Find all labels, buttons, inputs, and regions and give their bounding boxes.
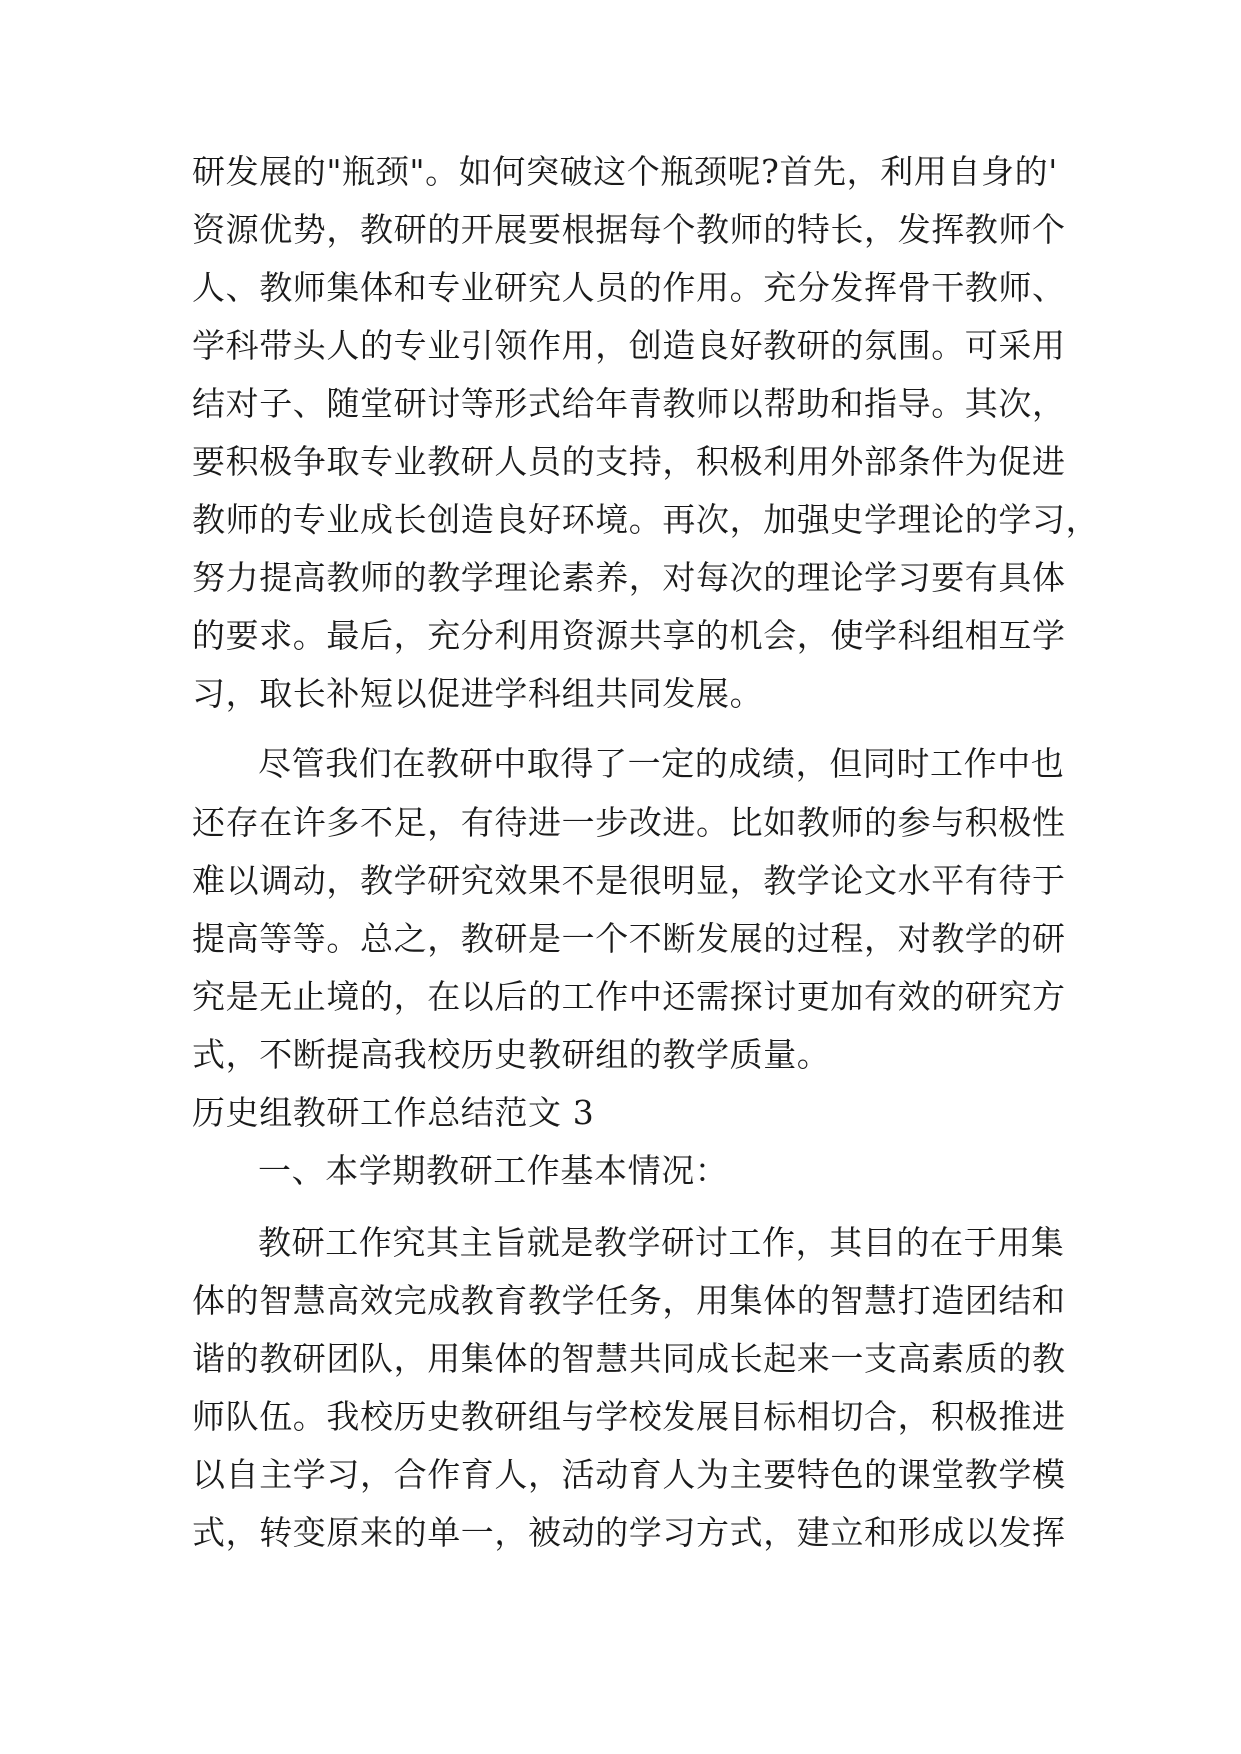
text-line: 学科带头人的专业引领作用，创造良好教研的氛围。可采用 <box>192 326 1066 365</box>
text-line: 结对子、随堂研讨等形式给年青教师以帮助和指导。其次， <box>192 384 1066 423</box>
section-heading: 历史组教研工作总结范文 3 <box>192 1093 595 1132</box>
text-line: 习，取长补短以促进学科组共同发展。 <box>192 674 764 713</box>
subsection-heading: 一、本学期教研工作基本情况： <box>258 1151 729 1190</box>
text-line: 还存在许多不足，有待进一步改进。比如教师的参与积极性 <box>192 803 1066 842</box>
text-line: 资源优势，教研的开展要根据每个教师的特长，发挥教师个 <box>192 210 1066 249</box>
text-line: 的要求。最后，充分利用资源共享的机会，使学科组相互学 <box>192 616 1066 655</box>
text-line: 提高等等。总之，教研是一个不断发展的过程，对教学的研 <box>192 919 1066 958</box>
text-line: 以自主学习，合作育人，活动育人为主要特色的课堂教学模 <box>192 1455 1066 1494</box>
text-line: 师队伍。我校历史教研组与学校发展目标相切合，积极推进 <box>192 1397 1066 1436</box>
text-line: 式，不断提高我校历史教研组的教学质量。 <box>192 1035 831 1074</box>
text-line: 教师的专业成长创造良好环境。再次，加强史学理论的学习， <box>192 500 1100 539</box>
text-line: 研发展的"瓶颈"。如何突破这个瓶颈呢?首先，利用自身的' <box>192 152 1058 191</box>
text-line: 式，转变原来的单一，被动的学习方式，建立和形成以发挥 <box>192 1513 1066 1552</box>
text-line: 努力提高教师的教学理论素养，对每次的理论学习要有具体 <box>192 558 1066 597</box>
text-line: 人、教师集体和专业研究人员的作用。充分发挥骨干教师、 <box>192 268 1066 307</box>
text-line: 难以调动，教学研究效果不是很明显，教学论文水平有待于 <box>192 861 1066 900</box>
text-line: 要积极争取专业教研人员的支持，积极利用外部条件为促进 <box>192 442 1066 481</box>
paragraph-first-line: 教研工作究其主旨就是教学研讨工作，其目的在于用集 <box>258 1223 1065 1262</box>
text-line: 谐的教研团队，用集体的智慧共同成长起来一支高素质的教 <box>192 1339 1066 1378</box>
text-line: 体的智慧高效完成教育教学任务，用集体的智慧打造团结和 <box>192 1281 1066 1320</box>
text-line: 究是无止境的，在以后的工作中还需探讨更加有效的研究方 <box>192 977 1066 1016</box>
paragraph-first-line: 尽管我们在教研中取得了一定的成绩，但同时工作中也 <box>258 744 1065 783</box>
